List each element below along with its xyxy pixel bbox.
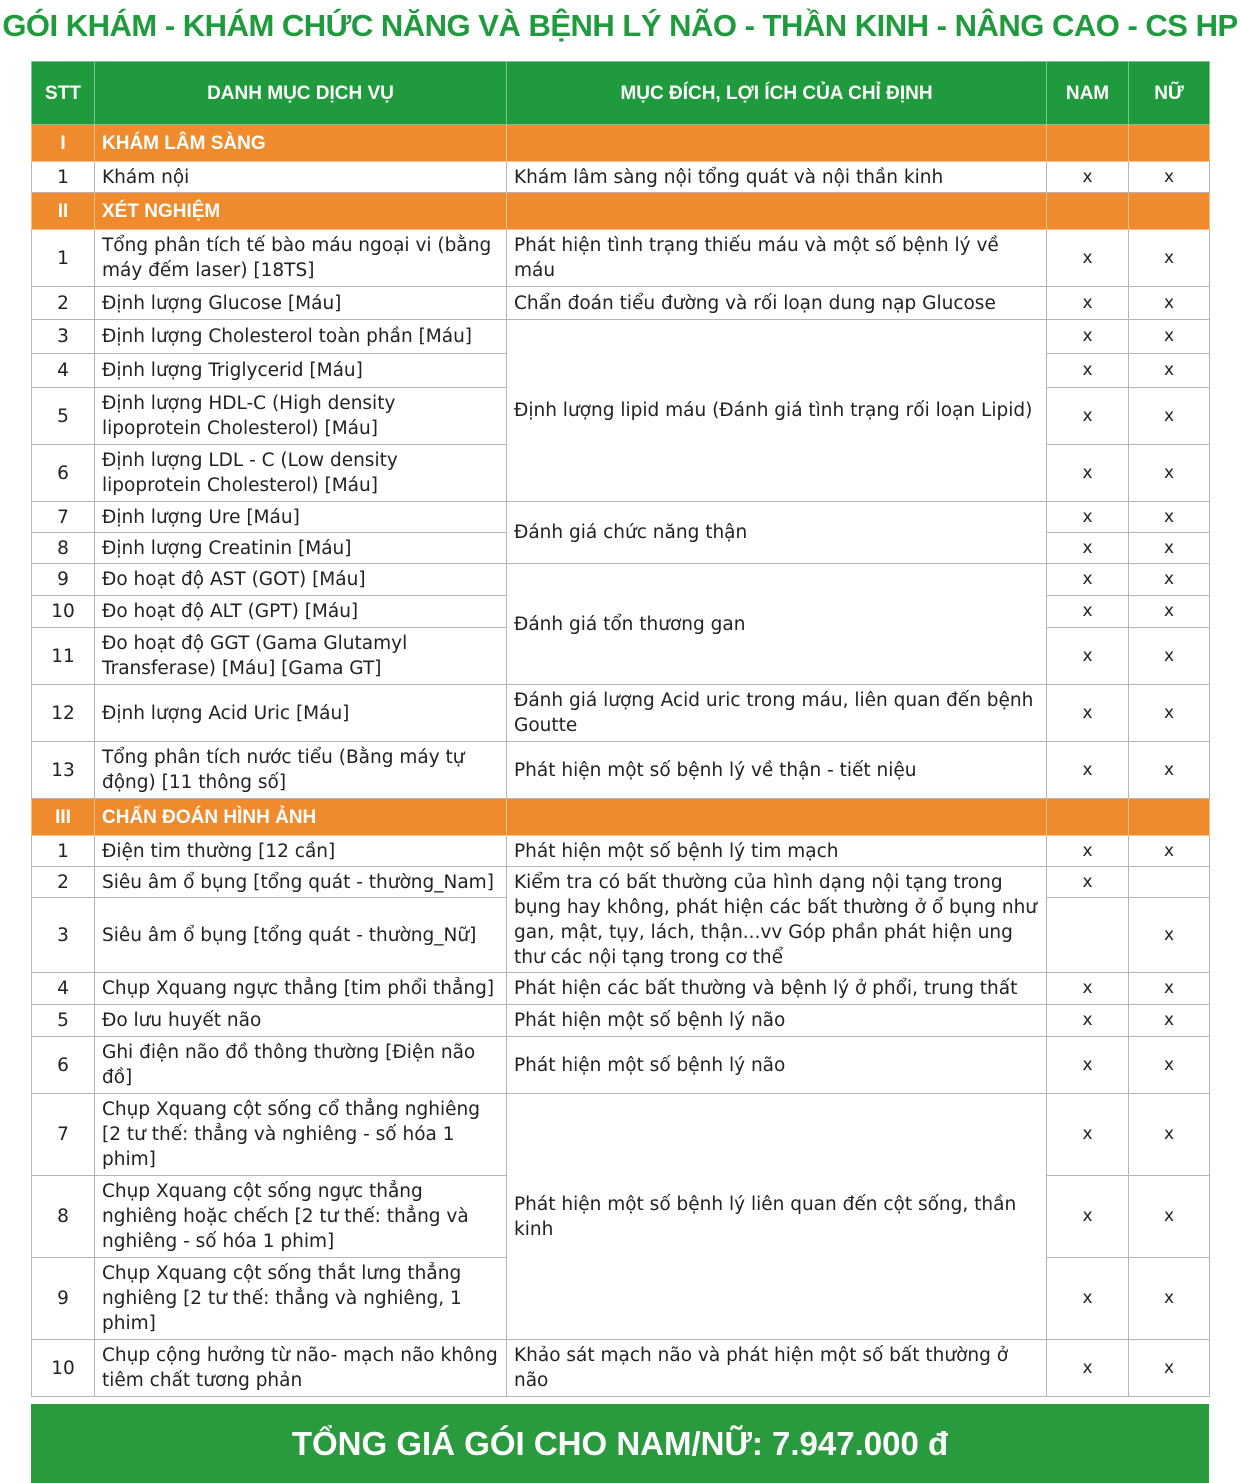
row-purpose: Phát hiện một số bệnh lý não [507, 1037, 1047, 1094]
row-stt: 6 [32, 1037, 95, 1094]
row-service: Chụp Xquang cột sống thắt lưng thẳng nghiêng [2 tư thế: thẳng và nghiêng, 1 phim] [95, 1258, 507, 1340]
table-row [32, 1005, 1210, 1037]
total-price-banner: TỔNG GIÁ GÓI CHO NAM/NỮ: 7.947.000 đ [31, 1404, 1209, 1483]
row-service: Chụp Xquang ngực thẳng [tim phổi thẳng] [95, 973, 507, 1005]
male-mark: x [1047, 564, 1129, 596]
male-mark: x [1047, 354, 1129, 388]
row-stt: 11 [32, 628, 95, 685]
male-mark: x [1047, 1176, 1129, 1258]
male-mark: x [1047, 742, 1129, 799]
row-purpose: Phát hiện một số bệnh lý liên quan đến cột sống, thần kinh [507, 1094, 1047, 1340]
row-service: Định lượng LDL - C (Low density lipoprotein Cholesterol) [Máu] [95, 445, 507, 502]
female-mark: x [1129, 1258, 1210, 1340]
section-title: KHÁM LÂM SÀNG [95, 125, 507, 162]
table-row [32, 502, 1210, 533]
female-mark: x [1129, 287, 1210, 320]
male-mark: x [1047, 445, 1129, 502]
service-table [31, 61, 1210, 1397]
female-mark: x [1129, 1340, 1210, 1397]
row-stt: 5 [32, 388, 95, 445]
female-mark: x [1129, 685, 1210, 742]
row-purpose: Phát hiện tình trạng thiếu máu và một số bệnh lý về máu [507, 230, 1047, 287]
header-male: NAM [1047, 62, 1129, 125]
table-row [32, 230, 1210, 287]
row-purpose: Khám lâm sàng nội tổng quát và nội thần kinh [507, 162, 1047, 193]
header-female: NỮ [1129, 62, 1210, 125]
female-mark: x [1129, 1037, 1210, 1094]
row-service: Định lượng Acid Uric [Máu] [95, 685, 507, 742]
male-mark: x [1047, 1258, 1129, 1340]
female-mark: x [1129, 320, 1210, 354]
table-header-row [32, 62, 1210, 125]
female-mark: x [1129, 742, 1210, 799]
row-stt: 3 [32, 320, 95, 354]
row-service: Định lượng Triglycerid [Máu] [95, 354, 507, 388]
row-purpose: Đánh giá tổn thương gan [507, 564, 1047, 685]
table-row [32, 742, 1210, 799]
female-mark: x [1129, 564, 1210, 596]
row-purpose: Đánh giá chức năng thận [507, 502, 1047, 564]
male-mark: x [1047, 230, 1129, 287]
female-mark: x [1129, 354, 1210, 388]
female-mark: x [1129, 1176, 1210, 1258]
male-mark-empty [1047, 898, 1129, 973]
header-stt: STT [32, 62, 95, 125]
section-number: II [32, 193, 95, 230]
male-mark: x [1047, 162, 1129, 193]
row-purpose: Kiểm tra có bất thường của hình dạng nội tạng trong bụng hay không, phát hiện các bất thường ở ổ bụng như gan, mật, tụy, lách, thận...vv Góp phần phát hiện ung thư các nội tạng trong cơ thể [507, 867, 1047, 973]
section-row [32, 193, 1210, 230]
table-row [32, 1094, 1210, 1176]
male-mark: x [1047, 287, 1129, 320]
table-row [32, 1037, 1210, 1094]
male-mark: x [1047, 1094, 1129, 1176]
row-service: Đo hoạt độ ALT (GPT) [Máu] [95, 596, 507, 628]
table-row [32, 685, 1210, 742]
male-mark: x [1047, 628, 1129, 685]
male-mark: x [1047, 867, 1129, 898]
row-service: Điện tim thường [12 cần] [95, 836, 507, 867]
table-row [32, 1340, 1210, 1397]
row-stt: 3 [32, 898, 95, 973]
male-mark: x [1047, 502, 1129, 533]
female-mark: x [1129, 973, 1210, 1005]
section-row [32, 799, 1210, 836]
female-mark: x [1129, 898, 1210, 973]
header-service: DANH MỤC DỊCH VỤ [95, 62, 507, 125]
table-row [32, 564, 1210, 596]
female-mark: x [1129, 445, 1210, 502]
row-service: Siêu âm ổ bụng [tổng quát - thường_Nam] [95, 867, 507, 898]
row-stt: 10 [32, 596, 95, 628]
male-mark: x [1047, 388, 1129, 445]
row-purpose: Định lượng lipid máu (Đánh giá tình trạng rối loạn Lipid) [507, 320, 1047, 502]
row-service: Siêu âm ổ bụng [tổng quát - thường_Nữ] [95, 898, 507, 973]
female-mark: x [1129, 628, 1210, 685]
male-mark: x [1047, 320, 1129, 354]
row-service: Định lượng HDL-C (High density lipoprotein Cholesterol) [Máu] [95, 388, 507, 445]
female-mark: x [1129, 502, 1210, 533]
row-service: Khám nội [95, 162, 507, 193]
section-row [32, 125, 1210, 162]
row-purpose: Phát hiện các bất thường và bệnh lý ở phổi, trung thất [507, 973, 1047, 1005]
female-mark: x [1129, 230, 1210, 287]
row-stt: 10 [32, 1340, 95, 1397]
row-stt: 6 [32, 445, 95, 502]
section-number: I [32, 125, 95, 162]
male-mark: x [1047, 1340, 1129, 1397]
row-service: Định lượng Glucose [Máu] [95, 287, 507, 320]
female-mark: x [1129, 388, 1210, 445]
male-mark: x [1047, 685, 1129, 742]
female-mark: x [1129, 533, 1210, 564]
row-service: Chụp Xquang cột sống cổ thẳng nghiêng [2 tư thế: thẳng và nghiêng - số hóa 1 phim] [95, 1094, 507, 1176]
section-number: III [32, 799, 95, 836]
row-purpose: Phát hiện một số bệnh lý về thận - tiết niệu [507, 742, 1047, 799]
female-mark: x [1129, 1005, 1210, 1037]
page-title: GÓI KHÁM - KHÁM CHỨC NĂNG VÀ BỆNH LÝ NÃO - THẦN KINH - NÂNG CAO - CS HP [2, 8, 1238, 43]
row-stt: 4 [32, 973, 95, 1005]
section-title: XÉT NGHIỆM [95, 193, 507, 230]
row-service: Tổng phân tích tế bào máu ngoại vi (bằng máy đếm laser) [18TS] [95, 230, 507, 287]
row-service: Định lượng Cholesterol toàn phần [Máu] [95, 320, 507, 354]
section-title: CHẨN ĐOÁN HÌNH ẢNH [95, 799, 507, 836]
row-stt: 7 [32, 1094, 95, 1176]
row-stt: 1 [32, 836, 95, 867]
table-row [32, 287, 1210, 320]
row-stt: 12 [32, 685, 95, 742]
row-service: Tổng phân tích nước tiểu (Bằng máy tự động) [11 thông số] [95, 742, 507, 799]
row-purpose: Phát hiện một số bệnh lý não [507, 1005, 1047, 1037]
table-row [32, 320, 1210, 354]
male-mark: x [1047, 596, 1129, 628]
row-service: Định lượng Creatinin [Máu] [95, 533, 507, 564]
row-stt: 2 [32, 867, 95, 898]
table-row [32, 836, 1210, 867]
row-stt: 1 [32, 230, 95, 287]
row-stt: 9 [32, 564, 95, 596]
row-stt: 13 [32, 742, 95, 799]
row-purpose: Đánh giá lượng Acid uric trong máu, liên quan đến bệnh Goutte [507, 685, 1047, 742]
female-mark: x [1129, 1094, 1210, 1176]
row-service: Đo lưu huyết não [95, 1005, 507, 1037]
table-row [32, 973, 1210, 1005]
female-mark-empty [1129, 867, 1210, 898]
row-stt: 8 [32, 533, 95, 564]
row-stt: 4 [32, 354, 95, 388]
row-service: Chụp Xquang cột sống ngực thẳng nghiêng hoặc chếch [2 tư thế: thẳng và nghiêng - số hóa 1 phim] [95, 1176, 507, 1258]
row-purpose: Khảo sát mạch não và phát hiện một số bất thường ở não [507, 1340, 1047, 1397]
header-purpose: MỤC ĐÍCH, LỢI ÍCH CỦA CHỈ ĐỊNH [507, 62, 1047, 125]
female-mark: x [1129, 596, 1210, 628]
table-row [32, 162, 1210, 193]
row-stt: 7 [32, 502, 95, 533]
female-mark: x [1129, 162, 1210, 193]
male-mark: x [1047, 533, 1129, 564]
row-stt: 9 [32, 1258, 95, 1340]
row-stt: 1 [32, 162, 95, 193]
row-service: Định lượng Ure [Máu] [95, 502, 507, 533]
row-service: Đo hoạt độ GGT (Gama Glutamyl Transferase) [Máu] [Gama GT] [95, 628, 507, 685]
male-mark: x [1047, 973, 1129, 1005]
row-stt: 2 [32, 287, 95, 320]
row-service: Đo hoạt độ AST (GOT) [Máu] [95, 564, 507, 596]
table-row [32, 867, 1210, 898]
row-purpose: Phát hiện một số bệnh lý tim mạch [507, 836, 1047, 867]
male-mark: x [1047, 1005, 1129, 1037]
row-service: Ghi điện não đồ thông thường [Điện não đồ] [95, 1037, 507, 1094]
row-stt: 8 [32, 1176, 95, 1258]
row-purpose: Chẩn đoán tiểu đường và rối loạn dung nạp Glucose [507, 287, 1047, 320]
row-service: Chụp cộng hưởng từ não- mạch não không tiêm chất tương phản [95, 1340, 507, 1397]
male-mark: x [1047, 836, 1129, 867]
female-mark: x [1129, 836, 1210, 867]
row-stt: 5 [32, 1005, 95, 1037]
male-mark: x [1047, 1037, 1129, 1094]
